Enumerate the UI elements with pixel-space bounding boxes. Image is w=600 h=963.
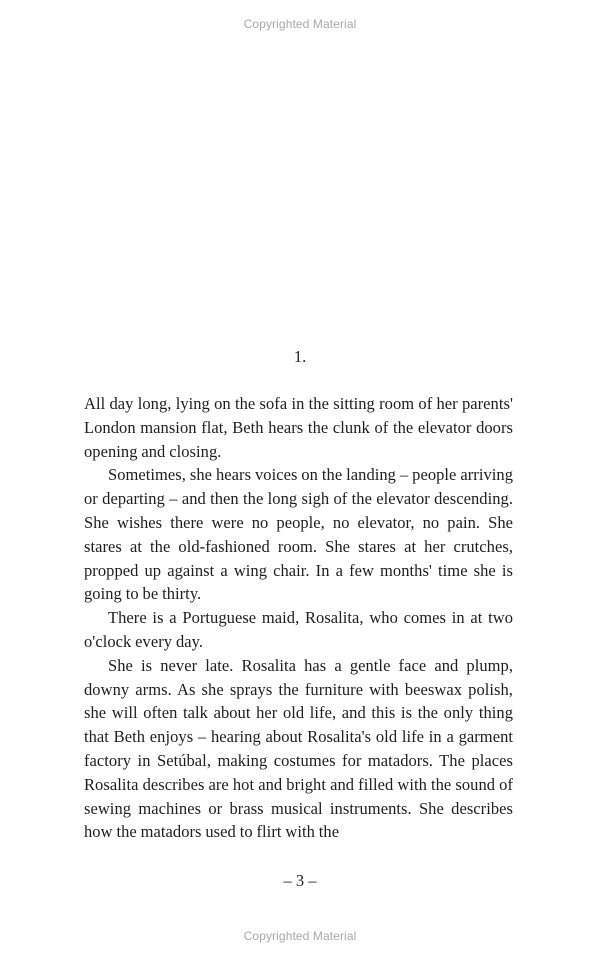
copyright-watermark-bottom: Copyrighted Material (243, 929, 357, 943)
paragraph: She is never late. Rosalita has a gentle face and plump, downy arms. As she sprays the furniture with beeswax polish, she will often talk about her old life, and this is the only thing that Beth enjoys – hearing about Rosalita's old life in a garment factory in Setúbal, making costumes for matadors. The places Rosalita describes are hot and bright and filled with the sound of sewing machines or brass musical instruments. She describes how the matadors used to flirt with the (84, 655, 513, 842)
page-number: – 3 – (283, 871, 317, 890)
paragraph: Sometimes, she hears voices on the landing – people arriving or departing – and then the long sigh of the elevator descending. She wishes there were no people, no elevator, no pain. She stares at the old-fashioned room. She stares at her crutches, propped up against a wing chair. In a few months' time she is going to be thirty. (84, 465, 513, 604)
paragraph: All day long, lying on the sofa in the sitting room of her parents' London mansion flat, Beth hears the clunk of the elevator doors opening and closing. (84, 394, 513, 461)
paragraph: There is a Portuguese maid, Rosalita, who comes in at two o'clock every day. (84, 608, 513, 651)
chapter-body-text (84, 392, 513, 844)
chapter-number: 1. (293, 347, 307, 366)
copyright-watermark-top: Copyrighted Material (243, 17, 357, 31)
